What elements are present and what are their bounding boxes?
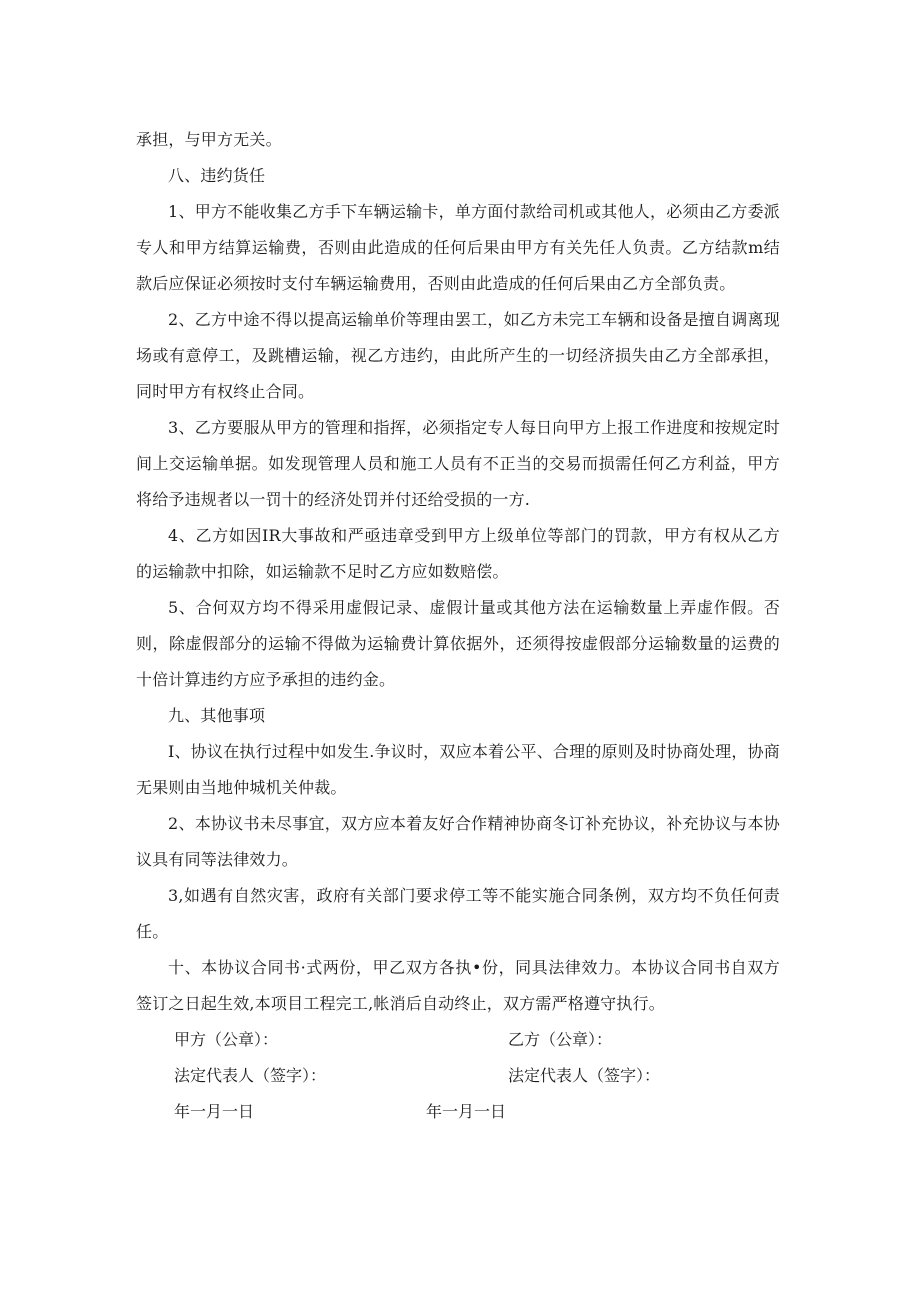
continued-text: 承担，与甲方无关。 [136,130,282,149]
section-8-heading: 八、违约货任 [168,166,266,185]
representative-row [136,1058,780,1094]
party-b-seal-label: 乙方（公章）： [508,1030,613,1049]
contract-page [136,122,780,1130]
section-9-item-3: 3,如遇有自然灾害，政府有关部门要求停工等不能实施合同条例，双方均不负任何责任。 [136,886,780,941]
seal-row [136,1022,780,1058]
party-a-date: 年一月一日 [174,1102,255,1121]
section-8-item-2: 2、乙方中途不得以提高运输单价等理由罢工，如乙方未完工车辆和设备是擅自调离现场或有意停工，及跳槽运输，视乙方违约，由此所产生的一切经济损失由乙方全部承担，同时甲方有权终止合同。 [136,310,780,401]
section-8-item-5: 5、合何双方均不得采用虚假记录、虚假计量或其他方法在运输数量上弄虚作假。否则，除虚假部分的运输不得做为运输费计算依据外，还须得按虚假部分运输数量的运费的十倍计算违约方应予承担的违约金。 [136,598,780,689]
section-9-heading: 九、其他事项 [168,706,266,725]
section-8-item-1: 1、甲方不能收集乙方手下车辆运输卡，单方面付款给司机或其他人，必须由乙方委派专人和甲方结算运输费，否则由此造成的任何后果由甲方有关先任人负责。乙方结款m结款后应保证必须按时支付车辆运输费用，否则由此造成的任何后果由乙方全部负责。 [136,202,780,293]
section-9-item-2: 2、本协议书未尽事宜，双方应本着友好合作精神协商冬订补充协议，补充协议与本协议具有同等法律效力。 [136,814,780,869]
date-row [136,1094,780,1130]
party-b-date: 年一月一日 [426,1102,507,1121]
party-b-representative-label: 法定代表人（签字）： [508,1066,661,1085]
section-8-item-4: 4、乙方如因IR大事故和严亟违章受到甲方上级单位等部门的罚款，甲方有权从乙方的运输款中扣除，如运输款不足时乙方应如数赔偿。 [136,526,780,581]
party-a-representative-label: 法定代表人（签字）： [174,1066,327,1085]
section-9-item-1: I、协议在执行过程中如发生.争议时，双应本着公平、合理的原则及时协商处理，协商无果则由当地仲城机关仲裁。 [136,742,780,797]
section-8-item-3: 3、乙方要服从甲方的管理和指挥，必须指定专人每日向甲方上报工作进度和按规定时间上交运输单据。如发现管理人员和施工人员有不正当的交易而损需任何乙方利益，甲方将给予违规者以一罚十的经济处罚并付还给受损的一方. [136,418,780,509]
party-a-seal-label: 甲方（公章）： [174,1030,279,1049]
section-10-text: 十、本协议合同书·式两份，甲乙双方各执•份，同具法律效力。本协议合同书自双方签订之日起生效,本项目工程完工,帐消后自动终止，双方需严格遵守执行。 [136,958,780,1013]
